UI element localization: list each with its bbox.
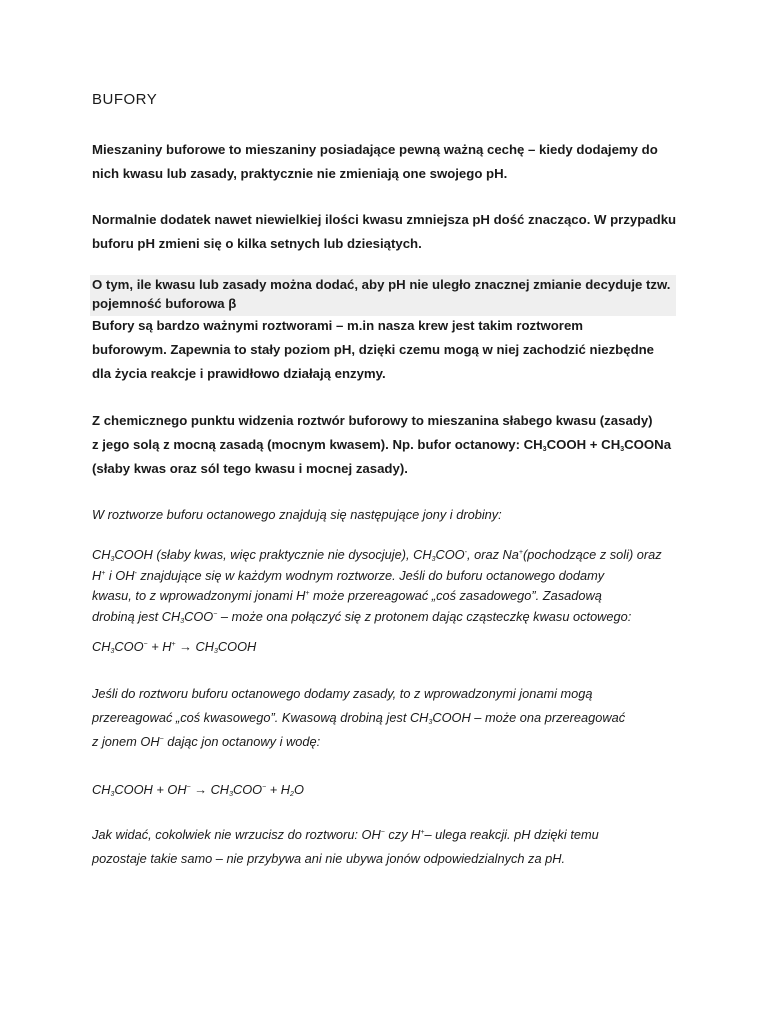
text-line: buforowym. Zapewnia to stały poziom pH, dzięki czemu mogą w niej zachodzić niezbędne bbox=[92, 342, 655, 357]
paragraph-conclusion bbox=[92, 823, 682, 871]
text-line: pozostaje takie samo – nie przybywa ani nie ubywa jonów odpowiedzialnych za pH. bbox=[92, 851, 566, 866]
text-line: Jak widać, cokolwiek nie wrzucisz do roztworu: OH− czy H+– ulega reakcji. pH dzięki temu bbox=[92, 827, 599, 842]
text-line: Jeśli do roztworu buforu octanowego dodamy zasady, to z wprowadzonymi jonami mogą bbox=[92, 686, 593, 701]
text-line: kwasu, to z wprowadzonymi jonami H+ może przereagować „coś zasadowego”. Zasadową bbox=[92, 588, 602, 603]
text-line: z jego solą z mocną zasadą (mocnym kwasem). Np. bufor octanowy: $CH_3COOH$ + $CH_3COONa$ bbox=[92, 437, 672, 453]
paragraph-blood-buffer bbox=[92, 314, 682, 386]
paragraph-ions-intro: W roztworze buforu octanowego znajdują się następujące jony i drobiny: bbox=[92, 507, 502, 522]
paragraph-buffer-definition bbox=[92, 138, 682, 186]
text-line: O tym, ile kwasu lub zasady można dodać, aby pH nie uległo znacznej zmianie decyduje tzw. bbox=[92, 277, 671, 292]
paragraph-ions-list bbox=[92, 545, 682, 627]
text-line: H+ i OH- znajdujące się w każdym wodnym roztworze. Jeśli do buforu octanowego dodamy bbox=[92, 567, 605, 583]
equation-acid-neutralization bbox=[92, 635, 682, 659]
equation-line: $CH_3COOH + OH^- \to CH_3COO^- + H_2O$ bbox=[92, 782, 304, 798]
paragraph-acid-addition bbox=[92, 208, 682, 256]
equation-base-neutralization bbox=[92, 778, 682, 802]
text-line: Bufory są bardzo ważnymi roztworami – m.in nasza krew jest takim roztworem bbox=[92, 318, 584, 333]
text-line: pojemność buforowa β bbox=[92, 296, 237, 311]
text-line: (słaby kwas oraz sól tego kwasu i mocnej zasady). bbox=[92, 461, 408, 476]
text-line: buforu pH zmieni się o kilka setnych lub dziesiątych. bbox=[92, 236, 422, 251]
equation-line: $CH_3COO^- + H^+$ → $CH_3COOH$ bbox=[92, 639, 257, 655]
text-line: drobiną jest $CH_3COO^-$ – może ona połączyć się z protonem dając cząsteczkę kwasu octowego: bbox=[92, 608, 632, 625]
paragraph-buffer-capacity-highlight bbox=[90, 275, 676, 316]
text-line: z jonem OH− dając jon octanowy i wodę: bbox=[92, 734, 321, 749]
text-line: Mieszaniny buforowe to mieszaniny posiadające pewną ważną cechę – kiedy dodajemy do bbox=[92, 142, 658, 157]
page-title: BUFORY bbox=[92, 91, 158, 108]
text-line: Z chemicznego punktu widzenia roztwór buforowy to mieszanina słabego kwasu (zasady) bbox=[92, 413, 653, 428]
text-line: nich kwasu lub zasady, praktycznie nie zmieniają one swojego pH. bbox=[92, 166, 508, 181]
text-line: Normalnie dodatek nawet niewielkiej ilości kwasu zmniejsza pH dość znacząco. W przypadku bbox=[92, 212, 677, 227]
paragraph-chemical-definition bbox=[92, 409, 682, 481]
paragraph-base-addition bbox=[92, 682, 682, 754]
text-line: przereagować „coś kwasowego”. Kwasową drobiną jest $CH_3COOH$ – może ona przereagować bbox=[92, 710, 626, 726]
text-line: dla życia reakcje i prawidłowo działają enzymy. bbox=[92, 366, 386, 381]
text-line: $CH_3COOH$ (słaby kwas, więc praktycznie nie dysocjuje), $CH_3COO^-$, oraz Na+(pochodzące z soli) oraz bbox=[92, 547, 662, 563]
